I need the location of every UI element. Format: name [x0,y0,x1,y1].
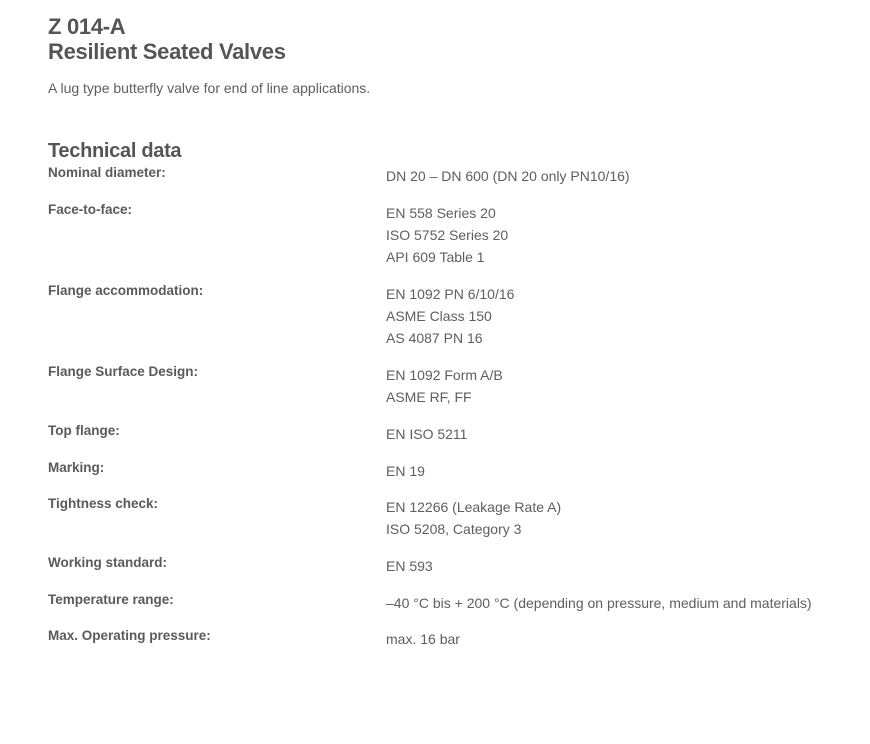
spec-label: Tightness check: [48,496,159,511]
spec-values [386,423,848,445]
spec-value: max. 16 bar [386,631,460,647]
spec-label: Nominal diameter: [48,165,166,180]
spec-value: –40 °C bis + 200 °C (depending on pressure, medium and materials) [386,595,812,611]
spec-label: Marking: [48,460,105,475]
spec-values [386,628,848,650]
spec-row [48,201,848,282]
spec-values [386,555,848,577]
spec-row [48,422,848,459]
spec-values [386,460,848,482]
spec-values [386,283,848,349]
spec-row [48,591,848,627]
spec-row [48,554,848,591]
spec-value: EN 12266 (Leakage Rate A) [386,499,562,515]
spec-value: EN ISO 5211 [386,426,468,442]
spec-value: EN 1092 Form A/B [386,367,503,383]
spec-label: Flange accommodation: [48,283,204,298]
spec-value: EN 1092 PN 6/10/16 [386,286,515,302]
spec-label: Face-to-face: [48,202,133,217]
spec-value: ISO 5752 Series 20 [386,227,509,243]
spec-value: DN 20 – DN 600 (DN 20 only PN10/16) [386,168,630,184]
spec-label: Top flange: [48,423,120,438]
spec-values [386,496,848,540]
product-page [48,14,848,663]
spec-row [48,282,848,363]
spec-value: AS 4087 PN 16 [386,330,483,346]
spec-value: EN 558 Series 20 [386,205,496,221]
product-code: Z 014-A [48,14,126,39]
spec-value: API 609 Table 1 [386,249,485,265]
spec-value: ASME RF, FF [386,389,472,405]
spec-values [386,364,848,408]
spec-values [386,592,848,614]
spec-value: EN 19 [386,463,425,479]
spec-label: Working standard: [48,555,168,570]
spec-values [386,202,848,268]
product-name: Resilient Seated Valves [48,39,286,64]
technical-data-heading: Technical data [48,140,182,162]
spec-label: Temperature range: [48,592,174,607]
spec-row [48,363,848,422]
spec-label: Max. Operating pressure: [48,628,211,643]
spec-values [386,165,848,187]
spec-label: Flange Surface Design: [48,364,199,379]
spec-value: EN 593 [386,558,433,574]
spec-row [48,495,848,554]
spec-row [48,627,848,663]
spec-row [48,459,848,495]
spec-value: ISO 5208, Category 3 [386,521,522,537]
technical-data-table [48,164,848,663]
product-description: A lug type butterfly valve for end of line applications. [48,80,371,96]
spec-value: ASME Class 150 [386,308,492,324]
spec-row [48,164,848,201]
